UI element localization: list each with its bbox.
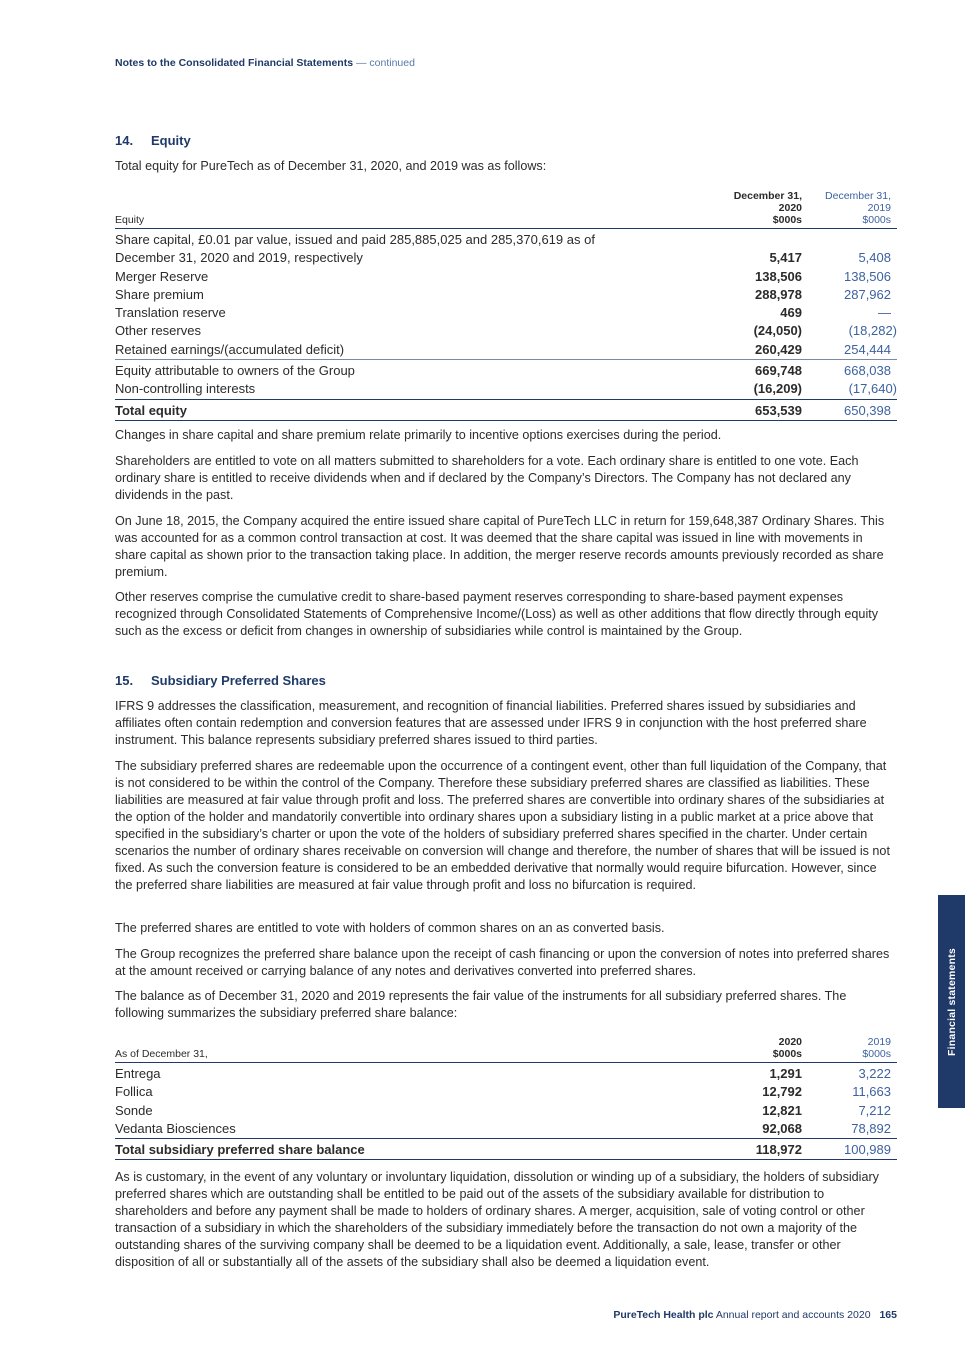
running-header-title: Notes to the Consolidated Financial Statements bbox=[115, 57, 354, 69]
preferred-label-header: As of December 31, bbox=[115, 1048, 208, 1060]
table-row bbox=[115, 229, 897, 268]
row-label: Equity attributable to owners of the Group bbox=[115, 363, 355, 379]
note-15-paragraph: The subsidiary preferred shares are redeemable upon the occurrence of a contingent event, other than full liquidation of the Company, that is not considered to be within the control of the Company. Therefore these subsidiary preferred shares are classified as liabilities. These liabilities are measured at fair value through profit and loss. The preferred shares are convertible into ordinary shares of the subsidiaries at the option of the holder and mandatorily convertible into ordinary shares upon a subsidiary listing in a public market at a price above that specified in the subsidiary’s charter or upon the vote of the holders of subsidiary preferred shares specified in the charter. Under certain scenarios the number of ordinary shares receivable on conversion will change and therefore, the number of shares that will be issued is not fixed. As such the conversion feature is considered to be an embedded derivative that normally would require bifurcation. However, since the preferred share liabilities are measured at fair value through profit and loss no bifurcation is required. bbox=[115, 759, 890, 892]
row-value-2020: 669,748 bbox=[755, 363, 802, 379]
note-15-number: 15. bbox=[115, 673, 134, 688]
table-row bbox=[115, 1120, 897, 1139]
preferred-shares-table bbox=[115, 1036, 897, 1160]
table-row bbox=[115, 286, 897, 304]
row-label: Other reserves bbox=[115, 323, 201, 339]
row-label: Follica bbox=[115, 1084, 153, 1100]
note-14-title: Equity bbox=[151, 133, 191, 148]
note-14-number: 14. bbox=[115, 133, 134, 148]
equity-col-2020-header: December 31, 2020 $000s bbox=[733, 190, 802, 226]
table-total-row bbox=[115, 399, 897, 420]
row-label: Translation reserve bbox=[115, 305, 226, 321]
row-value-2019: 668,038 bbox=[844, 363, 891, 379]
row-value-2020: (24,050) bbox=[753, 323, 802, 339]
row-value-2020: 12,821 bbox=[762, 1102, 802, 1118]
equity-table-header bbox=[115, 190, 897, 229]
note-15-closing: As is customary, in the event of any voluntary or involuntary liquidation, dissolution or winding up of a subsidiary, the holders of subsidiary preferred shares which are outstanding shall be entitled to be paid out of the assets of the subsidiary available for distribution to shareholders and before any payment shall be made to holders of ordinary shares. A merger, acquisition, sale of voting control or other transaction of a subsidiary in which the shareholders of the subsidiary immediately before the transaction do not own a majority of the outstanding shares of the surviving company shall be deemed to be a liquidation event. Additionally, a sale, lease, transfer or other disposition of all or substantially all of the assets of the subsidiary shall also be deemed a liquidation event. bbox=[115, 1170, 879, 1269]
note-15-paragraph: The balance as of December 31, 2020 and 2019 represents the fair value of the instruments for all subsidiary preferred shares. The following summarizes the subsidiary preferred share balance: bbox=[115, 989, 847, 1020]
row-value-2019: 100,989 bbox=[844, 1142, 891, 1158]
running-header bbox=[115, 57, 415, 69]
row-value-2019: 138,506 bbox=[844, 268, 891, 284]
row-value-2020: 1,291 bbox=[769, 1066, 802, 1081]
row-label: Total equity bbox=[115, 402, 187, 418]
row-label: Share capital, £0.01 par value, issued and paid 285,885,025 and 285,370,619 as of December 31, 2020 and 2019, respectively bbox=[115, 232, 595, 266]
note-14-heading bbox=[115, 133, 191, 148]
row-value-2019: 78,892 bbox=[851, 1120, 891, 1136]
row-value-2019: 3,222 bbox=[858, 1066, 891, 1081]
row-value-2019: 7,212 bbox=[858, 1102, 891, 1118]
note-14-paragraph: On June 18, 2015, the Company acquired the entire issued share capital of PureTech LLC in return for 159,648,387 Ordinary Shares. This was accounted for as a common control transaction at cost. It was deemed that the share capital was issued in line with movements in share capital as shown prior to the transaction taking place. In addition, the merger reserve records amounts previously recorded as share premium. bbox=[115, 514, 885, 579]
page-number: 165 bbox=[879, 1309, 897, 1321]
table-row bbox=[115, 268, 897, 286]
row-value-2019: (17,640) bbox=[848, 381, 897, 397]
row-value-2020: 138,506 bbox=[755, 268, 802, 284]
row-label: Vedanta Biosciences bbox=[115, 1120, 236, 1136]
row-label: Total subsidiary preferred share balance bbox=[115, 1142, 365, 1158]
row-value-2020: 118,972 bbox=[755, 1142, 802, 1158]
row-value-2020: 12,792 bbox=[762, 1084, 802, 1100]
row-value-2020: (16,209) bbox=[753, 381, 802, 397]
note-15-heading bbox=[115, 673, 326, 688]
note-14-intro: Total equity for PureTech as of December 31, 2020, and 2019 was as follows: bbox=[115, 159, 547, 173]
note-14-paragraph: Changes in share capital and share premium relate primarily to incentive options exercises during the period. bbox=[115, 428, 722, 442]
equity-table bbox=[115, 190, 897, 421]
row-value-2019: 650,398 bbox=[844, 402, 891, 418]
table-row bbox=[115, 380, 897, 399]
row-value-2019: 287,962 bbox=[844, 286, 891, 302]
note-15-paragraph: IFRS 9 addresses the classification, measurement, and recognition of financial liabilities. Preferred shares issued by subsidiaries and affiliates often contain redemption and conversion features that are assessed under IFRS 9 in conjunction with the host preferred share instrument. This balance represents subsidiary preferred shares issued to third parties. bbox=[115, 699, 867, 747]
row-value-2019: 11,663 bbox=[852, 1084, 891, 1100]
equity-col-2019-header: December 31, 2019 $000s bbox=[825, 190, 891, 226]
row-value-2020: 288,978 bbox=[755, 286, 802, 302]
table-row bbox=[115, 360, 897, 381]
table-row bbox=[115, 304, 897, 322]
preferred-col-2019-header: 2019 $000s bbox=[862, 1036, 891, 1060]
row-label: Share premium bbox=[115, 286, 204, 302]
table-row bbox=[115, 1102, 897, 1120]
preferred-table-header bbox=[115, 1036, 897, 1063]
row-value-2019: (18,282) bbox=[848, 323, 897, 339]
table-row bbox=[115, 1083, 897, 1101]
row-label: Sonde bbox=[115, 1102, 153, 1118]
note-15-paragraph: The Group recognizes the preferred share balance upon the receipt of cash financing or upon the conversion of notes into preferred shares at the amount received or carrying balance of any notes and derivatives converted into preferred shares. bbox=[115, 947, 890, 978]
row-value-2020: 469 bbox=[780, 305, 802, 321]
side-section-tab-label: Financial statements bbox=[945, 947, 958, 1056]
row-label: Merger Reserve bbox=[115, 268, 209, 284]
row-value-2020: 260,429 bbox=[755, 341, 802, 357]
note-15-paragraph: The preferred shares are entitled to vote with holders of common shares on an as converted basis. bbox=[115, 921, 665, 935]
table-total-row bbox=[115, 1139, 897, 1160]
row-label: Entrega bbox=[115, 1066, 161, 1081]
table-row bbox=[115, 322, 897, 340]
preferred-col-2020-header: 2020 $000s bbox=[772, 1036, 802, 1060]
row-label: Non-controlling interests bbox=[115, 381, 256, 397]
row-value-2019: — bbox=[878, 305, 891, 321]
footer-report: Annual report and accounts 2020 bbox=[715, 1309, 871, 1321]
row-value-2020: 92,068 bbox=[762, 1120, 802, 1136]
row-value-2020: 5,417 bbox=[769, 250, 802, 266]
row-value-2019: 254,444 bbox=[844, 341, 891, 357]
note-14-paragraph: Shareholders are entitled to vote on all matters submitted to shareholders for a vote. Each ordinary share is entitled to one vote. Each ordinary share is entitled to receive dividends when and if declared by the Company’s Directors. The Company has not declared any dividends in the past. bbox=[115, 454, 859, 502]
side-section-tab[interactable] bbox=[938, 895, 965, 1108]
table-row bbox=[115, 341, 897, 360]
row-value-2019: 5,408 bbox=[858, 250, 891, 266]
running-header-continued: — continued bbox=[355, 57, 415, 69]
page-footer bbox=[613, 1309, 897, 1321]
row-value-2020: 653,539 bbox=[755, 402, 802, 418]
table-row bbox=[115, 1063, 897, 1084]
row-label: Retained earnings/(accumulated deficit) bbox=[115, 341, 345, 357]
note-15-title: Subsidiary Preferred Shares bbox=[151, 673, 326, 688]
equity-label-header: Equity bbox=[115, 214, 145, 226]
footer-company: PureTech Health plc bbox=[613, 1309, 714, 1321]
note-14-paragraph: Other reserves comprise the cumulative credit to share-based payment reserves corresponding to share-based payment expenses recognized through Consolidated Statements of Comprehensive Income/(Loss) as well as other additions that flow directly through equity such as the excess or deficit from changes in ownership of subsidiaries while control is maintained by the Group. bbox=[115, 590, 879, 638]
